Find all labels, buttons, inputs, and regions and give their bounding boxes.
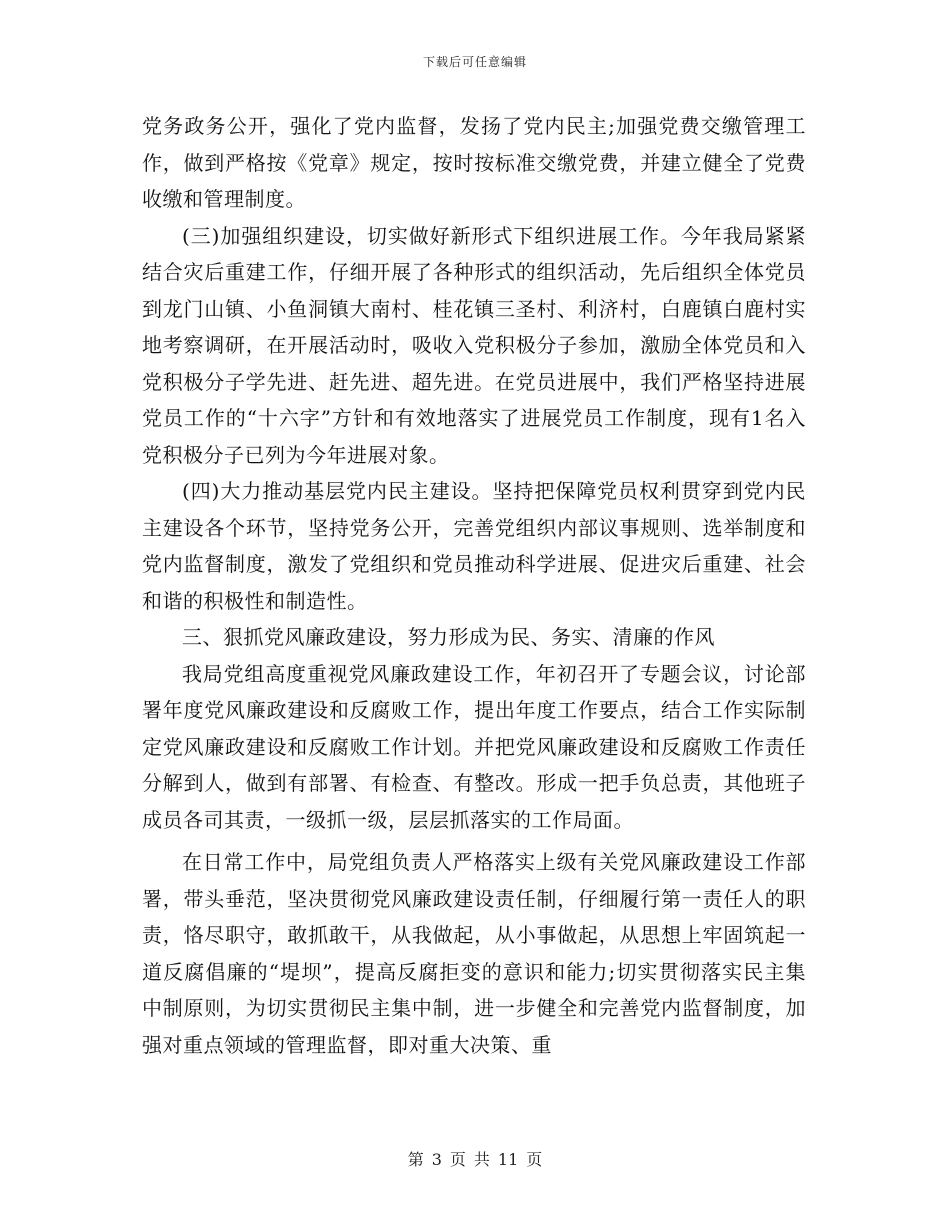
paragraph-continuation: 党务政务公开，强化了党内监督，发扬了党内民主;加强党费交缴管理工作，做到严格按《党章》规定，按时按标准交缴党费，并建立健全了党费收缴和管理制度。: [142, 114, 806, 211]
footer-di: 第: [407, 1150, 424, 1169]
footer-current-page: 3: [431, 1150, 442, 1169]
paragraph-inner-party-democracy: (四)大力推动基层党内民主建设。坚持把保障党员权利贯穿到党内民主建设各个环节，坚持党务公开，完善党组织内部议事规则、选举制度和党内监督制度，激发了党组织和党员推动科学进展、促进灾后重建、社会和谐的积极性和制造性。: [142, 479, 806, 613]
paragraph-daily-work: 在日常工作中，局党组负责人严格落实上级有关党风廉政建设工作部署，带头垂范，坚决贯彻党风廉政建设责任制，仔细履行第一责任人的职责，恪尽职守，敢抓敢干，从我做起，从小事做起，从思想上牢固筑起一道反腐倡廉的“堤坝”，提高反腐拒变的意识和能力;切实贯彻落实民主集中制原则，为切实贯彻民主集中制，进一步健全和完善党内监督制度，加强对重点领域的管理监督，即对重大决策、重: [142, 850, 806, 1057]
section-heading-clean-governance: 三、狠抓党风廉政建设，努力形成为民、务实、清廉的作风: [182, 625, 715, 649]
paragraph-organization-building: (三)加强组织建设，切实做好新形式下组织进展工作。今年我局紧紧结合灾后重建工作，仔细开展了各种形式的组织活动，先后组织全体党员到龙门山镇、小鱼洞镇大南村、桂花镇三圣村、利济村，白鹿镇白鹿村实地考察调研，在开展活动时，吸收入党积极分子参加，激励全体党员和入党积极分子学先进、赶先进、超先进。在党员进展中，我们严格坚持进展党员工作的“十六字”方针和有效地落实了进展党员工作制度，现有1名入党积极分子已列为今年进展对象。: [142, 223, 806, 467]
footer-ye: 页: [449, 1150, 466, 1169]
footer-ye-2: 页: [526, 1150, 543, 1169]
page-header: 下载后可任意编辑: [422, 55, 527, 69]
footer-gong: 共: [473, 1150, 490, 1169]
page-number-footer: [0, 1147, 950, 1170]
paragraph-party-group-emphasis: 我局党组高度重视党风廉政建设工作，年初召开了专题会议，讨论部署年度党风廉政建设和反腐败工作，提出年度工作要点，结合工作实际制定党风廉政建设和反腐败工作计划。并把党风廉政建设和反腐败工作责任分解到人，做到有部署、有检查、有整改。形成一把手负总责，其他班子成员各司其责，一级抓一级，层层抓落实的工作局面。: [142, 661, 806, 832]
document-body: [142, 108, 806, 1063]
footer-total-pages: 11: [497, 1150, 519, 1169]
